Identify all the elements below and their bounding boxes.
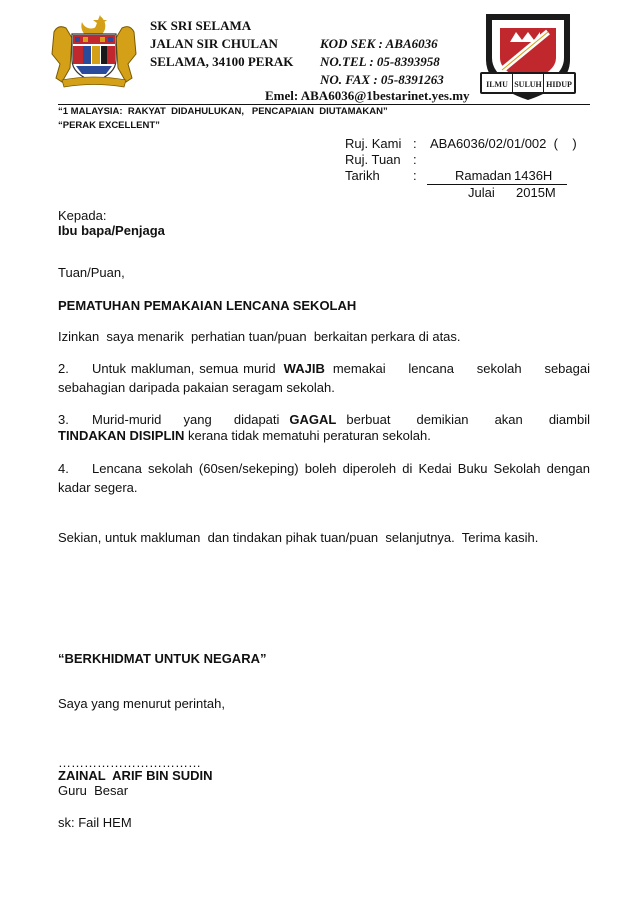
ref-colon-1: : [413, 136, 417, 151]
ref-date-greg-year: 2015M [516, 185, 556, 200]
slogan-1malaysia: “1 MALAYSIA: RAKYAT DIDAHULUKAN, PENCAPAIAN DIUTAMAKAN” [58, 106, 388, 117]
ref-tarikh-label: Tarikh [345, 168, 380, 183]
ref-ruj-kami-label: Ruj. Kami [345, 136, 402, 151]
national-crest-logo [48, 10, 140, 90]
para3-line1 [92, 412, 590, 427]
para2-text-post: memakai lencana sekolah sebagai [332, 361, 590, 376]
school-code: KOD SEK : ABA6036 [320, 36, 438, 51]
para2-line1 [92, 361, 590, 376]
para4-number: 4. [58, 461, 69, 476]
ref-date-hijri-month: Ramadan [455, 168, 512, 183]
para2-text-pre: Untuk makluman, semua murid [92, 361, 276, 376]
ref-date-greg-month: Julai [468, 185, 495, 200]
letter-subject: PEMATUHAN PEMAKAIAN LENCANA SEKOLAH [58, 298, 357, 313]
para3-line2 [58, 428, 431, 443]
ref-ruj-kami-value: ABA6036/02/01/002 ( ) [430, 136, 577, 151]
para2-number: 2. [58, 361, 69, 376]
intro-paragraph: Izinkan saya menarik perhatian tuan/puan berkaitan perkara di atas. [58, 329, 461, 344]
signatory-name: ZAINAL ARIF BIN SUDIN [58, 768, 213, 783]
ref-date-hijri-year: 1436H [514, 168, 553, 183]
ref-colon-2: : [413, 152, 417, 167]
school-address-line2: SELAMA, 34100 PERAK [150, 54, 294, 69]
signature-line: …………………………… [58, 755, 201, 770]
salutation: Tuan/Puan, [58, 265, 125, 280]
school-crest-word-suluh: SULUH [514, 80, 542, 89]
school-address-line1: JALAN SIR CHULAN [150, 36, 278, 51]
para2-line2: sebahagian daripada pakaian seragam sekolah. [58, 380, 335, 395]
closing-paragraph: Sekian, untuk makluman dan tindakan pihak tuan/puan selanjutnya. Terima kasih. [58, 530, 539, 545]
recipient-name: Ibu bapa/Penjaga [58, 223, 165, 238]
letterhead-divider [58, 104, 590, 105]
ref-colon-3: : [413, 168, 417, 183]
para3-text-post: berbuat demikian akan diambil [346, 412, 590, 427]
para4-line2: kadar segera. [58, 480, 138, 495]
recipient-kepada: Kepada: [58, 208, 107, 223]
signatory-title: Guru Besar [58, 783, 129, 798]
para3-keyword-gagal: GAGAL [289, 412, 337, 427]
ref-ruj-tuan-label: Ruj. Tuan [345, 152, 401, 167]
para2-keyword-wajib: WAJIB [283, 361, 325, 376]
motto: “BERKHIDMAT UNTUK NEGARA” [58, 651, 267, 666]
school-crest-logo [478, 10, 578, 102]
school-crest-word-ilmu: ILMU [486, 80, 508, 89]
slogan-perak: “PERAK EXCELLENT” [58, 120, 160, 131]
signoff: Saya yang menurut perintah, [58, 696, 225, 711]
para3-line2-rest: kerana tidak mematuhi peraturan sekolah. [184, 428, 431, 443]
school-crest-word-hidup: HIDUP [546, 80, 572, 89]
para3-text-pre: Murid-murid yang didapati [92, 412, 280, 427]
carbon-copy: sk: Fail HEM [58, 815, 132, 830]
school-name: SK SRI SELAMA [150, 18, 252, 33]
school-phone: NO.TEL : 05-8393958 [320, 54, 440, 69]
para3-number: 3. [58, 412, 69, 427]
para3-keyword-tindakan: TINDAKAN DISIPLIN [58, 428, 185, 443]
para4-line1: Lencana sekolah (60sen/sekeping) boleh diperoleh di Kedai Buku Sekolah dengan [92, 461, 590, 476]
school-fax: NO. FAX : 05-8391263 [320, 72, 444, 87]
school-email: Emel: ABA6036@1bestarinet.yes.my [265, 88, 470, 103]
